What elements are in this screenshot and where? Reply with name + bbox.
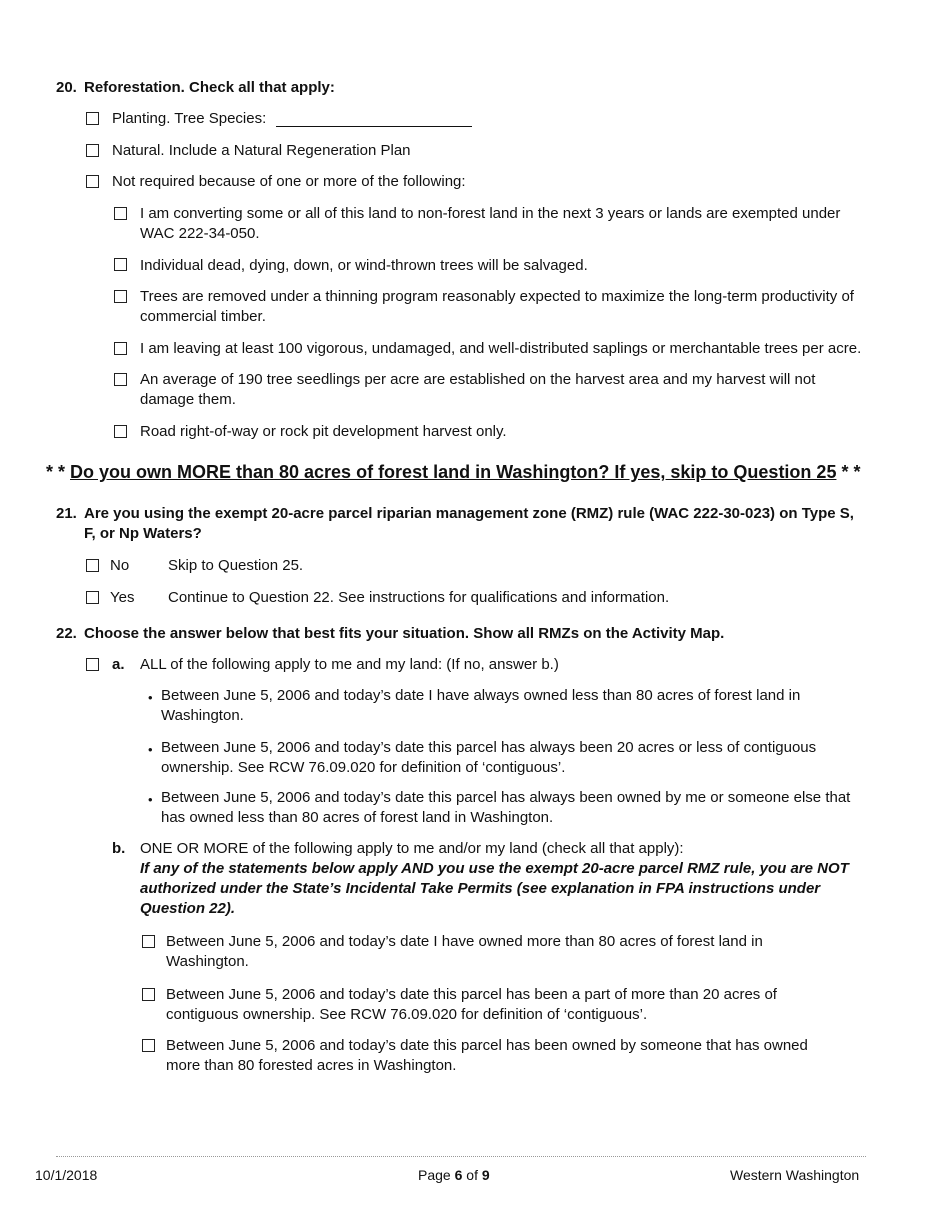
a-bullet-owned-by-me: Between June 5, 2006 and today’s date this parcel has always been owned by me or someone else that has owned less than 80 acres of forest land in Washington.	[161, 789, 851, 826]
sub-text-converting: I am converting some or all of this land to non-forest land in the next 3 years or lands are exempted under WAC 222-34-050.	[140, 205, 841, 242]
b-text-owned-more: Between June 5, 2006 and today’s date I have owned more than 80 acres of forest land in Washington.	[166, 933, 763, 970]
b-checkbox-contiguous[interactable]	[142, 988, 155, 1001]
natural-checkbox[interactable]	[86, 144, 99, 157]
b-text-contiguous: Between June 5, 2006 and today’s date this parcel has been a part of more than 20 acres of contiguous ownership. See RCW 76.09.020 for definition of ‘contiguous’.	[166, 986, 777, 1023]
sub-checkbox-saplings[interactable]	[114, 342, 127, 355]
not-required-checkbox[interactable]	[86, 175, 99, 188]
sub-text-thinning: Trees are removed under a thinning program reasonably expected to maximize the long-term productivity of commercial timber.	[140, 288, 854, 325]
skip-banner: * * Do you own MORE than 80 acres of forest land in Washington? If yes, skip to Question 25 * *	[46, 462, 861, 482]
a-bullet-owned-less: Between June 5, 2006 and today’s date I have always owned less than 80 acres of forest land in Washington.	[161, 687, 801, 724]
q22-a-label: a.	[112, 656, 125, 673]
q22-title: Choose the answer below that best fits your situation. Show all RMZs on the Activity Map.	[84, 625, 725, 642]
planting-label: Planting. Tree Species:	[112, 110, 267, 127]
b-warning-line3: Question 22).	[140, 900, 236, 917]
q21-yes-text: Continue to Question 22. See instructions for qualifications and information.	[168, 589, 670, 606]
q21-yes-label: Yes	[110, 589, 135, 606]
tree-species-field[interactable]	[276, 126, 472, 127]
bullet-icon: •	[148, 690, 153, 705]
footer-page-number: Page 6 of 9	[418, 1167, 490, 1183]
natural-label: Natural. Include a Natural Regeneration Plan	[112, 142, 411, 159]
not-required-label: Not required because of one or more of the following:	[112, 173, 466, 190]
q21-yes-checkbox[interactable]	[86, 591, 99, 604]
sub-text-salvaged: Individual dead, dying, down, or wind-thrown trees will be salvaged.	[140, 257, 588, 274]
footer-divider	[56, 1156, 866, 1157]
q21-no-label: No	[110, 557, 130, 574]
sub-text-saplings: I am leaving at least 100 vigorous, undamaged, and well-distributed saplings or merchantable trees per acre.	[140, 340, 862, 357]
q20-title: Reforestation. Check all that apply:	[84, 79, 335, 96]
footer-region: Western Washington	[730, 1167, 860, 1183]
q21-no-checkbox[interactable]	[86, 559, 99, 572]
sub-checkbox-seedlings[interactable]	[114, 373, 127, 386]
bullet-icon: •	[148, 742, 153, 757]
planting-checkbox[interactable]	[86, 112, 99, 125]
q22-b-label: b.	[112, 840, 126, 857]
sub-text-road: Road right-of-way or rock pit development harvest only.	[140, 423, 507, 440]
q21-number: 21.	[56, 505, 77, 522]
sub-checkbox-thinning[interactable]	[114, 290, 127, 303]
sub-checkbox-road[interactable]	[114, 425, 127, 438]
footer-date: 10/1/2018	[35, 1167, 98, 1183]
sub-checkbox-converting[interactable]	[114, 207, 127, 220]
b-warning-line2: authorized under the State’s Incidental Take Permits (see explanation in FPA instructions under	[140, 880, 821, 897]
b-text-owned-by-someone: Between June 5, 2006 and today’s date this parcel has been owned by someone that has owned more than 80 forested acres in Washington.	[166, 1037, 808, 1074]
bullet-icon: •	[148, 792, 153, 807]
q22-b-text: ONE OR MORE of the following apply to me and/or my land (check all that apply): If any of the statements below apply AND you use the exempt 20-acre parcel RMZ rule, you are NOT authorized under the State’s Incidental Take Permits (see explanation in FPA instructions under Question 22).	[140, 840, 849, 917]
q22-number: 22.	[56, 625, 77, 642]
q20-number: 20.	[56, 79, 77, 96]
q21-question: Are you using the exempt 20-acre parcel riparian management zone (RMZ) rule (WAC 222-30-023) on Type S, F, or Np Waters?	[84, 505, 854, 542]
q21-no-text: Skip to Question 25.	[168, 557, 304, 574]
b-warning-line1: If any of the statements below apply AND you use the exempt 20-acre parcel RMZ rule, you are NOT	[140, 860, 849, 877]
sub-checkbox-salvaged[interactable]	[114, 258, 127, 271]
b-checkbox-owned-more[interactable]	[142, 935, 155, 948]
q22-a-text: ALL of the following apply to me and my land: (If no, answer b.)	[140, 656, 559, 673]
q22-a-checkbox[interactable]	[86, 658, 99, 671]
b-checkbox-owned-by-someone[interactable]	[142, 1039, 155, 1052]
a-bullet-20-acres: Between June 5, 2006 and today’s date this parcel has always been 20 acres or less of contiguous ownership. See RCW 76.09.020 for definition of ‘contiguous’.	[161, 739, 817, 776]
sub-text-seedlings: An average of 190 tree seedlings per acre are established on the harvest area and my harvest will not damage them.	[140, 371, 816, 408]
